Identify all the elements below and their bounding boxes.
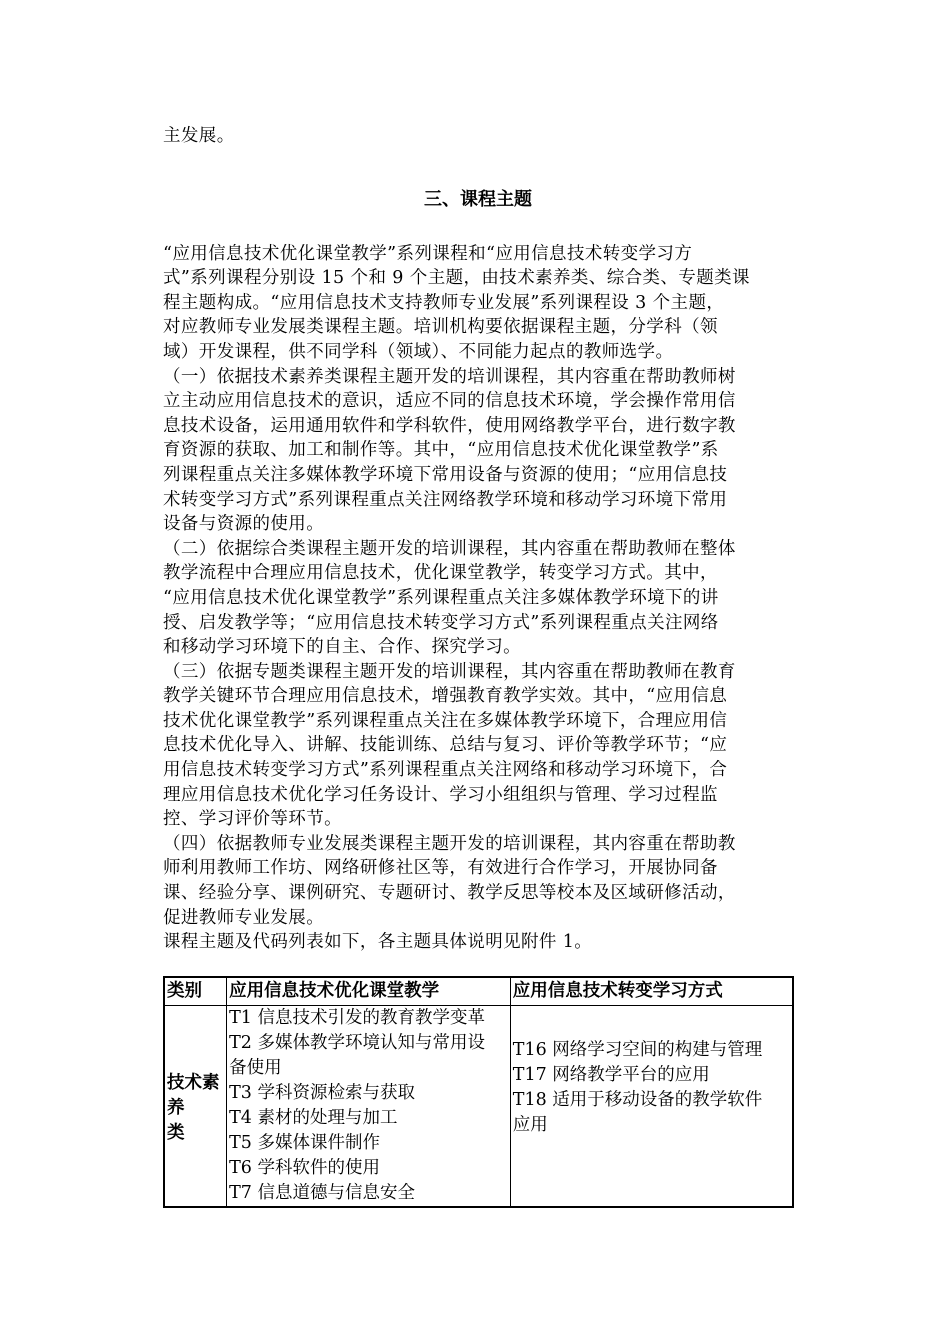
- topic-item: T2 多媒体教学环境认知与常用设: [229, 1032, 485, 1053]
- topic-item: 应用: [512, 1114, 548, 1135]
- category-label-line: 养: [167, 1098, 185, 1119]
- course-topic-table-wrap: [163, 976, 794, 1208]
- topic-item: T17 网络教学平台的应用: [512, 1064, 710, 1085]
- col-a-cell: [227, 1005, 511, 1207]
- text-line: （一）依据技术素养类课程主题开发的培训课程，其内容重在帮助教师树: [163, 366, 736, 387]
- text-line: 课、经验分享、课例研究、专题研讨、教学反思等校本及区域研修活动，: [163, 883, 736, 904]
- topic-item: 备使用: [229, 1057, 282, 1078]
- topic-item: T7 信息道德与信息安全: [229, 1182, 415, 1203]
- col-b-cell: [510, 1005, 793, 1207]
- section-heading: 三、课程主题: [424, 188, 532, 210]
- text-line: 对应教师专业发展类课程主题。培训机构要依据课程主题，分学科（领: [163, 317, 718, 338]
- text-line: 息技术设备，运用通用软件和学科软件，使用网络教学平台，进行数字教: [163, 415, 736, 436]
- text-line: 式”系列课程分别设 15 个和 9 个主题，由技术素养类、综合类、专题类课: [163, 268, 750, 289]
- text-line: （四）依据教师专业发展类课程主题开发的培训课程，其内容重在帮助教: [163, 833, 736, 854]
- text-line: （二）依据综合类课程主题开发的培训课程，其内容重在帮助教师在整体: [163, 538, 736, 559]
- text-line: 用信息技术转变学习方式”系列课程重点关注网络和移动学习环境下，合: [163, 760, 728, 781]
- text-line: 控、学习评价等环节。: [163, 809, 342, 830]
- text-line: 列课程重点关注多媒体教学环境下常用设备与资源的使用；“应用信息技: [163, 464, 728, 485]
- topic-item: T16 网络学习空间的构建与管理: [512, 1039, 763, 1060]
- text-line: 授、启发教学等；“应用信息技术转变学习方式”系列课程重点关注网络: [163, 612, 719, 633]
- text-line: 设备与资源的使用。: [163, 514, 325, 535]
- course-topic-table: [163, 976, 794, 1208]
- text-line: 息技术优化导入、讲解、技能训练、总结与复习、评价等教学环节；“应: [163, 735, 728, 756]
- header-col-a: 应用信息技术优化课堂教学: [227, 977, 511, 1006]
- text-line: 师利用教师工作坊、网络研修社区等，有效进行合作学习，开展协同备: [163, 858, 718, 879]
- text-line: 课程主题及代码列表如下，各主题具体说明见附件 1。: [163, 932, 593, 953]
- topic-item: T5 多媒体课件制作: [229, 1132, 380, 1153]
- text-line: 程主题构成。“应用信息技术支持教师专业发展”系列课程设 3 个主题，: [163, 292, 725, 313]
- table-row: [164, 1005, 793, 1207]
- text-line: 促进教师专业发展。: [163, 907, 325, 928]
- lead-line: 主发展。: [163, 126, 235, 146]
- text-line: 育资源的获取、加工和制作等。其中，“应用信息技术优化课堂教学”系: [163, 440, 719, 461]
- text-line: 和移动学习环境下的自主、合作、探究学习。: [163, 637, 521, 658]
- category-label-line: 类: [167, 1123, 185, 1144]
- topic-item: T6 学科软件的使用: [229, 1157, 380, 1178]
- category-cell: [164, 1005, 227, 1207]
- document-page: [163, 124, 793, 1208]
- topic-item: T1 信息技术引发的教育教学变革: [229, 1007, 485, 1028]
- header-col-b: 应用信息技术转变学习方式: [510, 977, 793, 1006]
- text-line: 术转变学习方式”系列课程重点关注网络教学环境和移动学习环境下常用: [163, 489, 728, 510]
- table-header-row: [164, 977, 793, 1006]
- text-line: （三）依据专题类课程主题开发的培训课程，其内容重在帮助教师在教育: [163, 661, 736, 682]
- text-line: 教学流程中合理应用信息技术，优化课堂教学，转变学习方式。其中，: [163, 563, 718, 584]
- text-line: 理应用信息技术优化学习任务设计、学习小组组织与管理、学习过程监: [163, 784, 718, 805]
- text-line: 立主动应用信息技术的意识，适应不同的信息技术环境，学会操作常用信: [163, 391, 736, 412]
- category-label-line: 技术素: [167, 1073, 220, 1094]
- text-line: “应用信息技术优化课堂教学”系列课程和“应用信息技术转变学习方: [163, 243, 693, 264]
- topic-item: T18 适用于移动设备的教学软件: [512, 1089, 763, 1110]
- text-line: 域）开发课程，供不同学科（领域）、不同能力起点的教师选学。: [163, 341, 674, 362]
- text-line: 技术优化课堂教学”系列课程重点关注在多媒体教学环境下，合理应用信: [163, 710, 728, 731]
- text-line: 教学关键环节合理应用信息技术，增强教育教学实效。其中，“应用信息: [163, 686, 728, 707]
- topic-item: T3 学科资源检索与获取: [229, 1082, 415, 1103]
- topic-item: T4 素材的处理与加工: [229, 1107, 398, 1128]
- header-category: 类别: [164, 977, 227, 1006]
- text-line: “应用信息技术优化课堂教学”系列课程重点关注多媒体教学环境下的讲: [163, 587, 719, 608]
- body-text: [163, 242, 793, 955]
